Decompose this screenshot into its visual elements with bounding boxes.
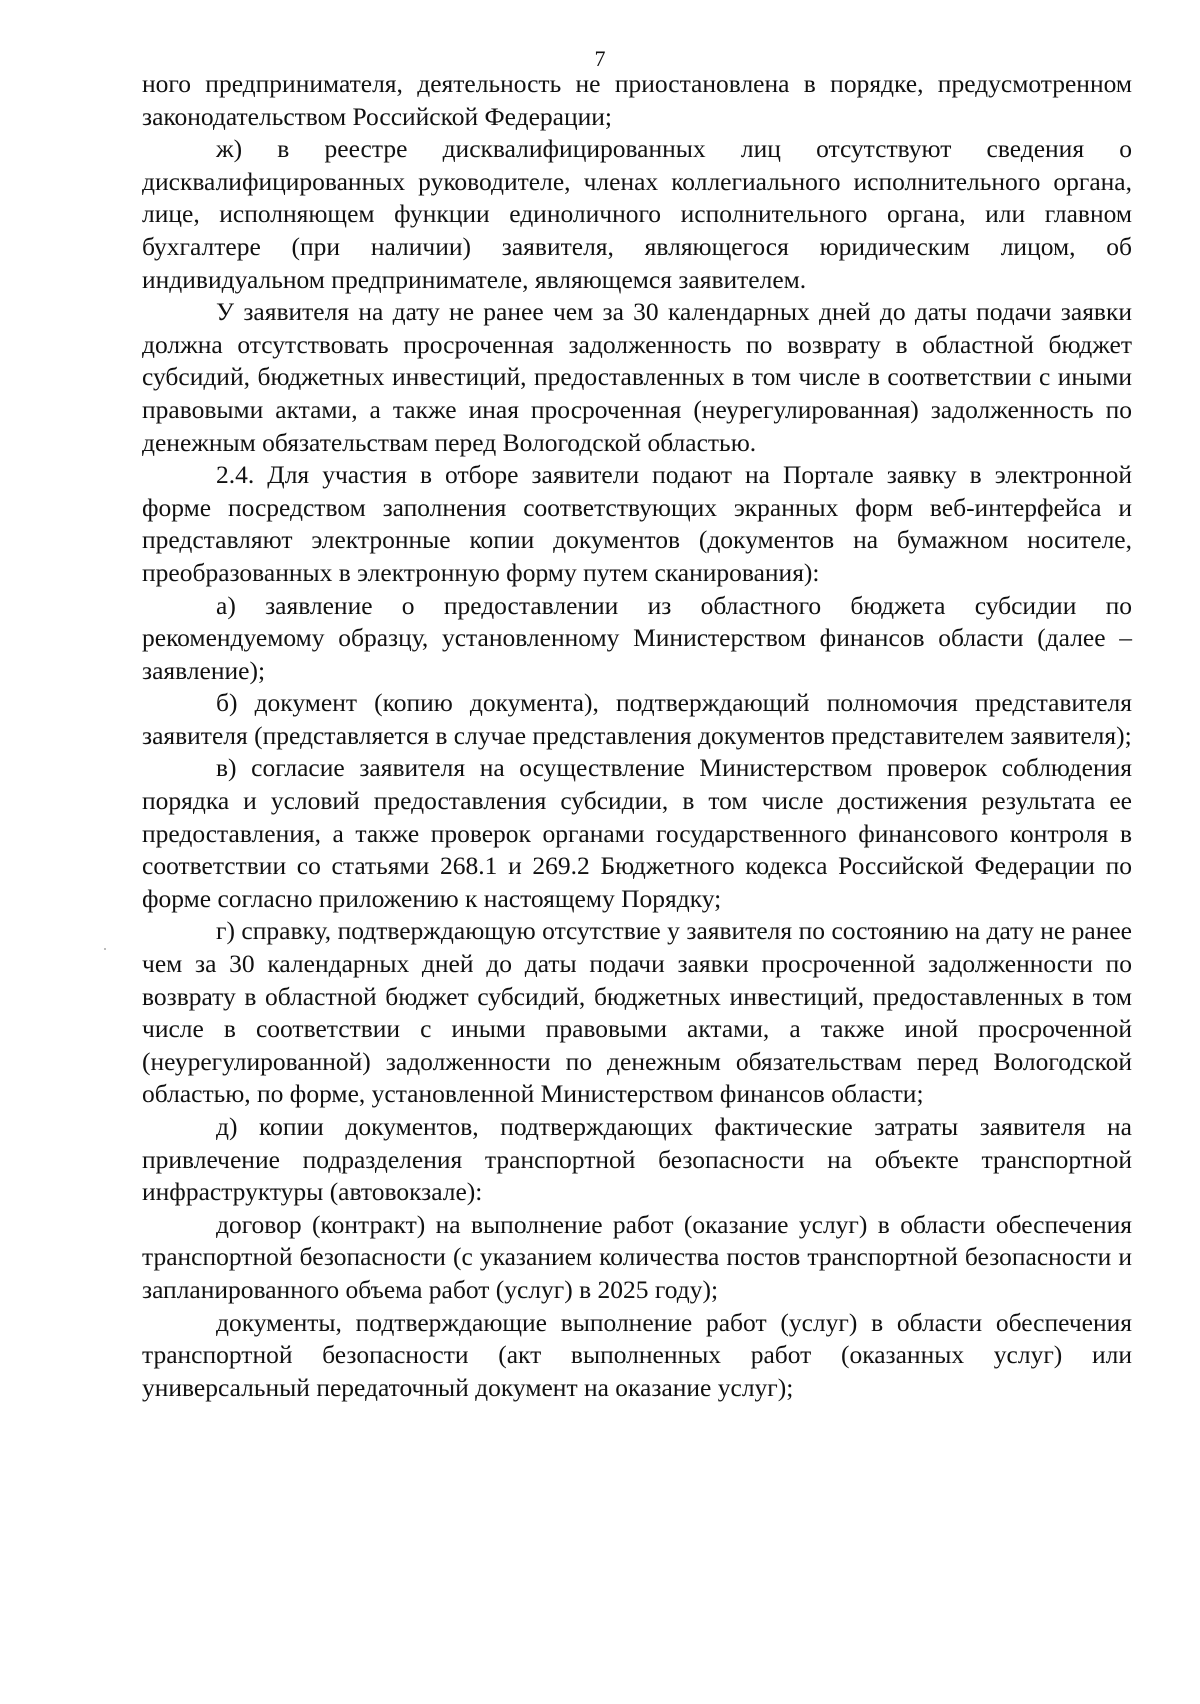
paragraph-completion-documents: документы, подтверждающие выполнение работ (услуг) в области обеспечения транспортной безопасности (акт выполненных работ (оказанных услуг) или универсальный передаточный документ на оказание услуг);	[142, 1307, 1132, 1402]
paragraph-item-b: б) документ (копию документа), подтверждающий полномочия представителя заявителя (представляется в случае представления документов представителем заявителя);	[142, 688, 1132, 750]
scan-speck	[104, 948, 106, 950]
paragraph-section-2-4: 2.4. Для участия в отборе заявители подают на Портале заявку в электронной форме посредством заполнения соответствующих экранных форм веб-интерфейса и представляют электронные копии документов (документов на бумажном носителе, преобразованных в электронную форму путем сканирования):	[142, 460, 1132, 587]
paragraph-continuation: ного предпринимателя, деятельность не приостановлена в порядке, предусмотренном законодательством Российской Федерации;	[142, 69, 1132, 131]
paragraph-item-g: г) справку, подтверждающую отсутствие у заявителя по состоянию на дату не ранее чем за 30 календарных дней до даты подачи заявки просроченной задолженности по возврату в областной бюджет субсидий, бюджетных инвестиций, предоставленных в том числе в соответствии с иными правовыми актами, а также иной просроченной (неурегулированной) задолженности по денежным обязательствам перед Вологодской областью, по форме, установленной Министерством финансов области;	[142, 916, 1132, 1109]
document-body	[142, 68, 1132, 1404]
paragraph-debt-requirement: У заявителя на дату не ранее чем за 30 календарных дней до даты подачи заявки должна отсутствовать просроченная задолженность по возврату в областной бюджет субсидий, бюджетных инвестиций, предоставленных в том числе в соответствии с иными правовыми актами, а также иная просроченная (неурегулированная) задолженность по денежным обязательствам перед Вологодской областью.	[142, 297, 1132, 457]
paragraph-contract: договор (контракт) на выполнение работ (оказание услуг) в области обеспечения транспортной безопасности (с указанием количества постов транспортной безопасности и запланированного объема работ (услуг) в 2025 году);	[142, 1209, 1132, 1304]
paragraph-item-d: д) копии документов, подтверждающих фактические затраты заявителя на привлечение подразделения транспортной безопасности на объекте транспортной инфраструктуры (автовокзале):	[142, 1112, 1132, 1207]
paragraph-item-a: а) заявление о предоставлении из областного бюджета субсидии по рекомендуемому образцу, установленному Министерством финансов области (далее – заявление);	[142, 590, 1132, 685]
paragraph-item-v: в) согласие заявителя на осуществление Министерством проверок соблюдения порядка и условий предоставления субсидии, в том числе достижения результата ее предоставления, а также проверок органами государственного финансового контроля в соответствии со статьями 268.1 и 269.2 Бюджетного кодекса Российской Федерации по форме согласно приложению к настоящему Порядку;	[142, 753, 1132, 913]
page-number: 7	[594, 46, 606, 71]
paragraph-item-zh: ж) в реестре дисквалифицированных лиц отсутствуют сведения о дисквалифицированных руководителе, членах коллегиального исполнительного органа, лице, исполняющем функции единоличного исполнительного органа, или главном бухгалтере (при наличии) заявителя, являющегося юридическим лицом, об индивидуальном предпринимателе, являющемся заявителем.	[142, 134, 1132, 294]
